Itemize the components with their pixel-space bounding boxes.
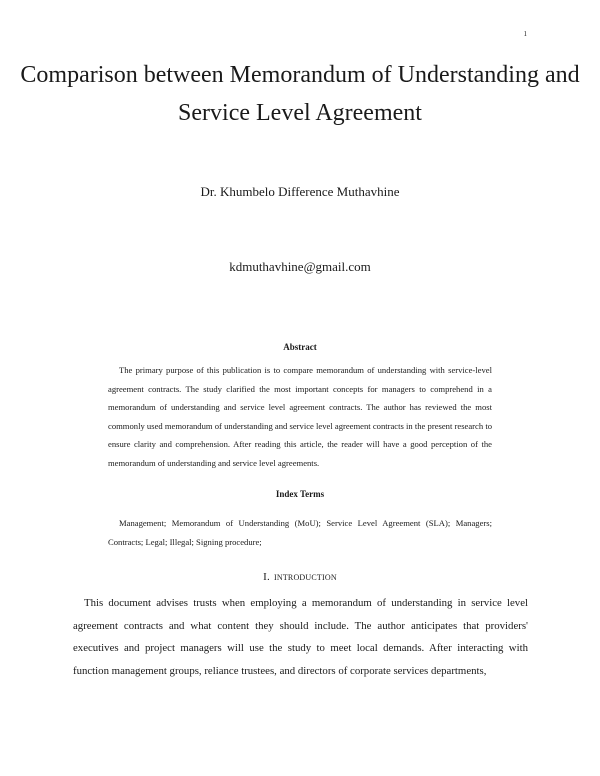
section-numeral: I.	[263, 571, 270, 583]
index-terms-body: Management; Memorandum of Understanding (MoU); Service Level Agreement (SLA); Managers; Contracts; Legal; Illegal; Signing procedure;	[108, 518, 492, 547]
author-email: kdmuthavhine@gmail.com	[229, 259, 371, 274]
abstract-body: The primary purpose of this publication is to compare memorandum of understanding with service-level agreement contracts. The study clarified the most important concepts for managers to comprehend in a memorandum of understanding and service level agreement contracts. The author has reviewed the most commonly used memorandum of understanding and service level agreement contracts in the present research to ensure clarity and comprehension. After reading this article, the reader will have a good perception of the memorandum of understanding and service level agreements.	[108, 365, 492, 468]
introduction-body: This document advises trusts when employing a memorandum of understanding in service level agreement contracts and what content they should include. The author anticipates that providers' executives and project managers will use the study to meet local demands. After interacting with function management groups, reliance trustees, and directors of corporate services departments,	[73, 597, 528, 677]
index-terms-heading: Index Terms	[275, 489, 325, 499]
author-name: Dr. Khumbelo Difference Muthavhine	[200, 184, 400, 199]
page-number: 1	[523, 30, 527, 38]
paper-title: Comparison between Memorandum of Understanding and Service Level Agreement	[20, 62, 580, 126]
section-title: introduction	[273, 571, 337, 583]
section-heading	[0, 571, 600, 583]
abstract-heading: Abstract	[283, 342, 317, 352]
